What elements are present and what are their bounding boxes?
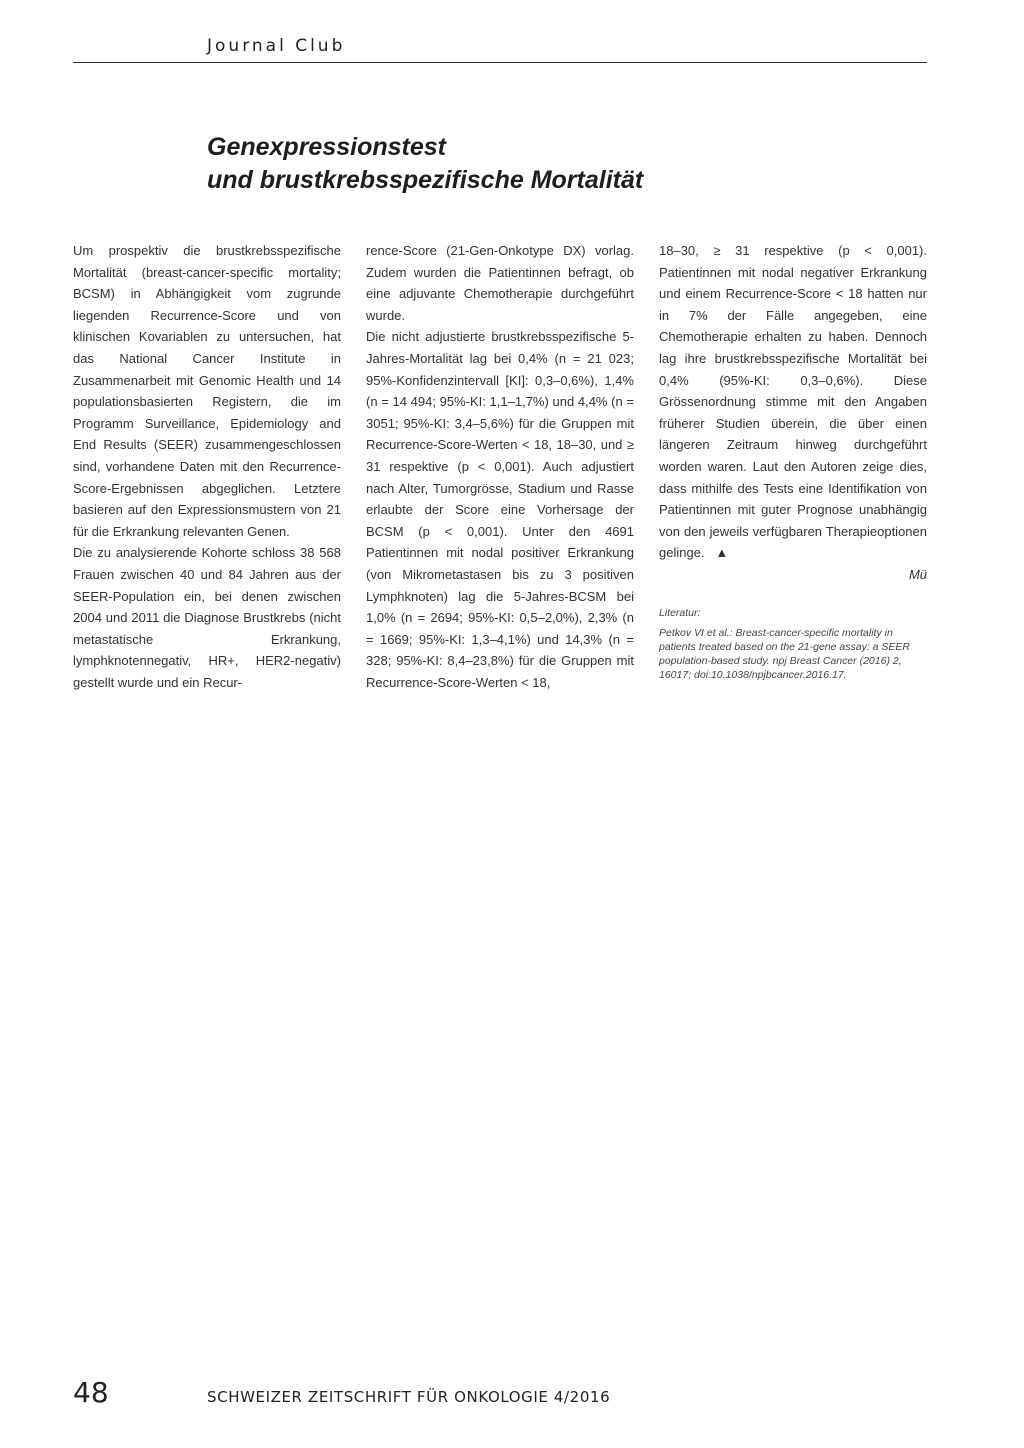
- end-of-article-icon: ▲: [715, 545, 729, 561]
- paragraph-results: Die nicht adjustierte brustkrebsspezifische 5-Jahres-Mortalität lag bei 0,4% (n = 21 023; 95%-Konfidenzintervall [KI]: 0,3–0,6%), 1,4% (n = 14 494; 95%-KI: 1,1–1,7%) und 4,4% (n = 3051; 95%-KI: 3,4–5,6%) für die Gruppen mit Recurrence-Score-Werten < 18, 18–30, und ≥ 31 respektive (p < 0,001). Auch adjustiert nach Alter, Tumorgrösse, Stadium und Rasse erlaubte der Score eine Vorhersage der BCSM (p < 0,001). Unter den 4691 Patientinnen mit nodal positiver Erkrankung (von Mikrometastasen bis zu 3 positiven Lymphknoten) lag die 5-Jahres-BCSM bei 1,0% (n = 2694; 95%-KI: 0,5–2,0%), 2,3% (n = 1669; 95%-KI: 1,3–4,1%) und 14,3% (n = 328; 95%-KI: 8,4–23,8%) für die Gruppen mit Recurrence-Score-Werten < 18,: [366, 329, 634, 690]
- journal-footer: SCHWEIZER ZEITSCHRIFT FÜR ONKOLOGIE 4/2016: [207, 1388, 611, 1406]
- article-title: [207, 131, 643, 197]
- author-initials: Mü: [908, 566, 927, 582]
- paragraph-intro: Um prospektiv die brustkrebsspezifische Mortalität (breast-cancer-specific mortality; BCSM) in Abhängigkeit vom zugrunde liegenden Recurrence-Score und von klinischen Kovariablen zu untersuchen, hat das National Cancer Institute in Zusammenarbeit mit Genomic Health und 14 populationsbasierten Registern, die im Programm Surveillance, Epidemiology and End Results (SEER) zusammengeschlossen sind, vorhandene Daten mit den Recurrence-Score-Ergebnissen abgeglichen. Letztere basieren auf den Expressionsmustern von 21 für die Erkrankung relevanten Genen.: [73, 243, 341, 539]
- paragraph-conclusion: [659, 240, 927, 564]
- article-title-line-2: und brustkrebsspezifische Mortalität: [207, 166, 644, 194]
- paragraph-conclusion-text: 18–30, ≥ 31 respektive (p < 0,001). Patientinnen mit nodal negativer Erkrankung und einem Recurrence-Score < 18 hatten nur in 7% der Fälle angegeben, eine Chemotherapie erhalten zu haben. Dennoch lag ihre brustkrebsspezifische Mortalität bei 0,4% (95%-KI: 0,3–0,6%). Diese Grössenordnung stimme mit den Angaben früherer Studien überein, die über einen längeren Zeitraum hinweg durchgeführt worden waren. Laut den Autoren zeige dies, dass mithilfe des Tests eine Identifikation von Patientinnen mit guter Prognose unabhängig von den jeweils verfügbaren Therapieoptionen gelinge.: [659, 243, 927, 561]
- article-title-line-1: Genexpressionstest: [207, 133, 446, 161]
- page-number: 48: [73, 1376, 109, 1409]
- body-column-2: [366, 240, 634, 693]
- body-column-3: [659, 240, 927, 683]
- paragraph-cohort: Die zu analysierende Kohorte schloss 38 568 Frauen zwischen 40 und 84 Jahren aus der SEER-Population ein, bei denen zwischen 2004 und 2011 die Diagnose Brustkrebs (nicht metastatische Erkrankung, lymphknotennegativ, HR+, HER2-negativ) gestellt wurde und ein Recur-: [73, 545, 341, 690]
- header-divider: [73, 62, 927, 63]
- literature-heading: Literatur:: [659, 606, 701, 619]
- literature-reference: Petkov VI et al.: Breast-cancer-specific mortality in patients treated based on the 21-gene assay: a SEER population-based study. npj Breast Cancer (2016) 2, 16017; doi:10.1038/npjbcancer.2016.17.: [659, 626, 911, 682]
- body-column-1: [73, 240, 341, 693]
- paragraph-score-continued: rence-Score (21-Gen-Onkotype DX) vorlag. Zudem wurden die Patientinnen befragt, ob eine adjuvante Chemotherapie durchgeführt wurde.: [366, 243, 634, 323]
- section-label: Journal Club: [207, 36, 346, 56]
